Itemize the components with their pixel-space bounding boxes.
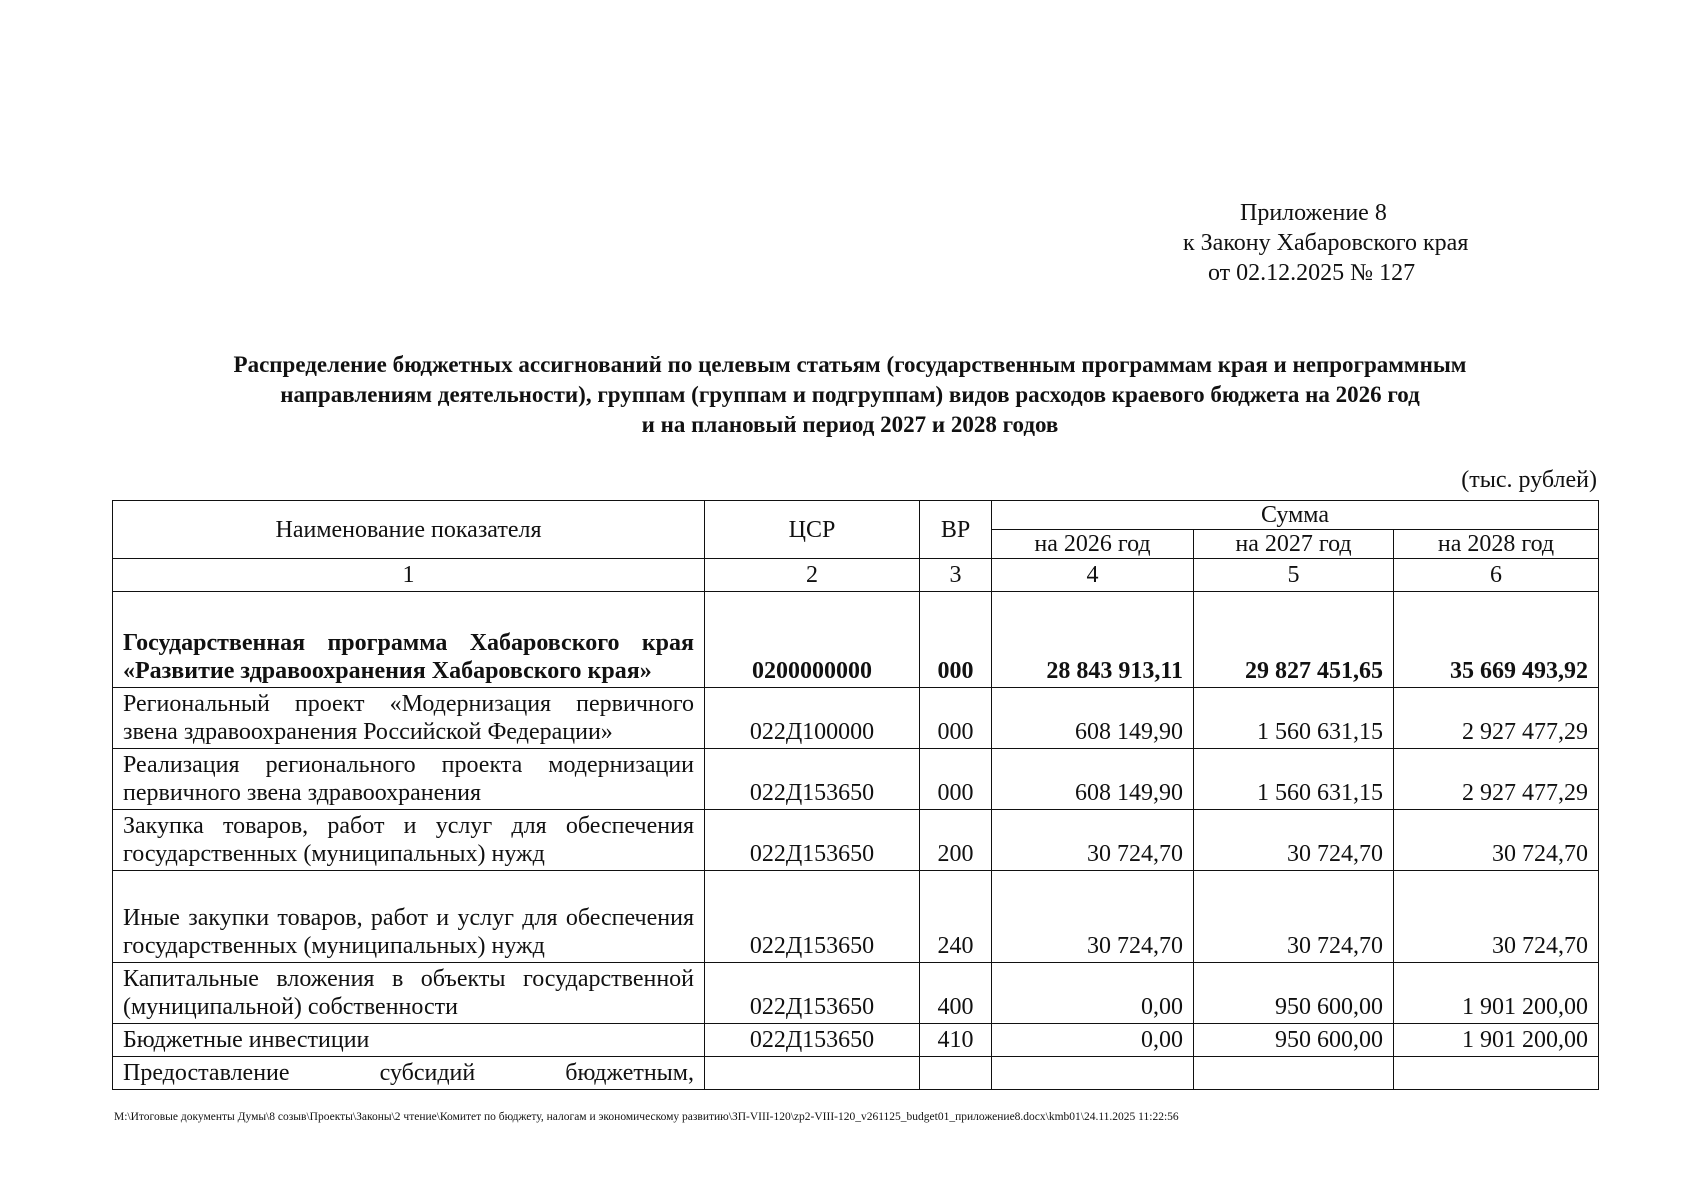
col-num-5: 5 xyxy=(1194,559,1394,592)
row-2026: 30 724,70 xyxy=(992,871,1194,963)
row-2028: 30 724,70 xyxy=(1394,871,1599,963)
row-2026: 608 149,90 xyxy=(992,688,1194,749)
row-2028: 2 927 477,29 xyxy=(1394,749,1599,810)
row-csr: 022Д153650 xyxy=(705,749,920,810)
row-vr: 410 xyxy=(920,1024,992,1057)
table-row xyxy=(113,871,1599,963)
row-2026: 608 149,90 xyxy=(992,749,1194,810)
row-vr: 200 xyxy=(920,810,992,871)
row-2027: 1 560 631,15 xyxy=(1194,688,1394,749)
col-num-6: 6 xyxy=(1394,559,1599,592)
row-2028: 2 927 477,29 xyxy=(1394,688,1599,749)
header-vr: ВР xyxy=(920,501,992,559)
row-2027: 950 600,00 xyxy=(1194,1024,1394,1057)
row-csr xyxy=(705,1057,920,1090)
appendix-header xyxy=(1183,198,1469,288)
col-num-4: 4 xyxy=(992,559,1194,592)
budget-table xyxy=(112,500,1599,1090)
title-line-2: направлениям деятельности), группам (группам и подгруппам) видов расходов краевого бюджета на 2026 год xyxy=(280,382,1420,407)
row-name: Закупка товаров, работ и услуг для обеспечения государственных (муниципальных) нужд xyxy=(113,810,705,871)
row-vr: 000 xyxy=(920,592,992,688)
row-2026: 28 843 913,11 xyxy=(992,592,1194,688)
table-row xyxy=(113,1024,1599,1057)
document-title xyxy=(100,350,1600,440)
row-vr: 400 xyxy=(920,963,992,1024)
header-sum: Сумма xyxy=(992,501,1599,530)
row-2027: 30 724,70 xyxy=(1194,871,1394,963)
row-2028: 1 901 200,00 xyxy=(1394,1024,1599,1057)
table-row xyxy=(113,592,1599,688)
row-name: Государственная программа Хабаровского края «Развитие здравоохранения Хабаровского края» xyxy=(113,592,705,688)
row-vr: 000 xyxy=(920,688,992,749)
col-num-1: 1 xyxy=(113,559,705,592)
table-row xyxy=(113,963,1599,1024)
header-row-1 xyxy=(113,501,1599,530)
units-label: (тыс. рублей) xyxy=(1461,467,1597,493)
header-2027: на 2027 год xyxy=(1194,530,1394,559)
row-2028 xyxy=(1394,1057,1599,1090)
title-line-3: и на плановый период 2027 и 2028 годов xyxy=(641,412,1059,437)
title-line-1: Распределение бюджетных ассигнований по целевым статьям (государственным программам края и непрограммным xyxy=(233,352,1467,377)
row-vr xyxy=(920,1057,992,1090)
row-2027 xyxy=(1194,1057,1394,1090)
header-2028: на 2028 год xyxy=(1394,530,1599,559)
appendix-date: от 02.12.2025 № 127 xyxy=(1208,260,1416,286)
row-name: Реализация регионального проекта модернизации первичного звена здравоохранения xyxy=(113,749,705,810)
file-path-footer: M:\Итоговые документы Думы\8 созыв\Проекты\Законы\2 чтение\Комитет по бюджету, налогам и экономическому развитию\ЗП-VIII-120\zp2-VIII-120_v261125_budget01_приложение8.docx\kmb01\24.11.2025 11:22:56 xyxy=(114,1111,1179,1123)
table-row xyxy=(113,688,1599,749)
row-2028: 1 901 200,00 xyxy=(1394,963,1599,1024)
row-2027: 30 724,70 xyxy=(1194,810,1394,871)
row-csr: 022Д153650 xyxy=(705,963,920,1024)
row-vr: 240 xyxy=(920,871,992,963)
appendix-law: к Закону Хабаровского края xyxy=(1183,230,1469,256)
table-row xyxy=(113,749,1599,810)
row-2027: 950 600,00 xyxy=(1194,963,1394,1024)
row-csr: 022Д153650 xyxy=(705,871,920,963)
row-name: Бюджетные инвестиции xyxy=(113,1024,705,1057)
table-row xyxy=(113,1057,1599,1090)
row-name: Региональный проект «Модернизация первичного звена здравоохранения Российской Федерации» xyxy=(113,688,705,749)
column-numbers-row xyxy=(113,559,1599,592)
header-csr: ЦСР xyxy=(705,501,920,559)
col-num-2: 2 xyxy=(705,559,920,592)
row-2028: 30 724,70 xyxy=(1394,810,1599,871)
row-csr: 022Д153650 xyxy=(705,810,920,871)
row-2028: 35 669 493,92 xyxy=(1394,592,1599,688)
row-2027: 1 560 631,15 xyxy=(1194,749,1394,810)
row-2027: 29 827 451,65 xyxy=(1194,592,1394,688)
row-2026: 30 724,70 xyxy=(992,810,1194,871)
row-csr: 022Д153650 xyxy=(705,1024,920,1057)
row-csr: 0200000000 xyxy=(705,592,920,688)
header-2026: на 2026 год xyxy=(992,530,1194,559)
header-name: Наименование показателя xyxy=(113,501,705,559)
col-num-3: 3 xyxy=(920,559,992,592)
row-2026 xyxy=(992,1057,1194,1090)
row-csr: 022Д100000 xyxy=(705,688,920,749)
row-2026: 0,00 xyxy=(992,963,1194,1024)
appendix-number: Приложение 8 xyxy=(1240,200,1387,226)
row-name: Капитальные вложения в объекты государственной (муниципальной) собственности xyxy=(113,963,705,1024)
row-2026: 0,00 xyxy=(992,1024,1194,1057)
row-name: Предоставление субсидий бюджетным, xyxy=(113,1057,705,1090)
row-vr: 000 xyxy=(920,749,992,810)
table-row xyxy=(113,810,1599,871)
row-name: Иные закупки товаров, работ и услуг для обеспечения государственных (муниципальных) нужд xyxy=(113,871,705,963)
